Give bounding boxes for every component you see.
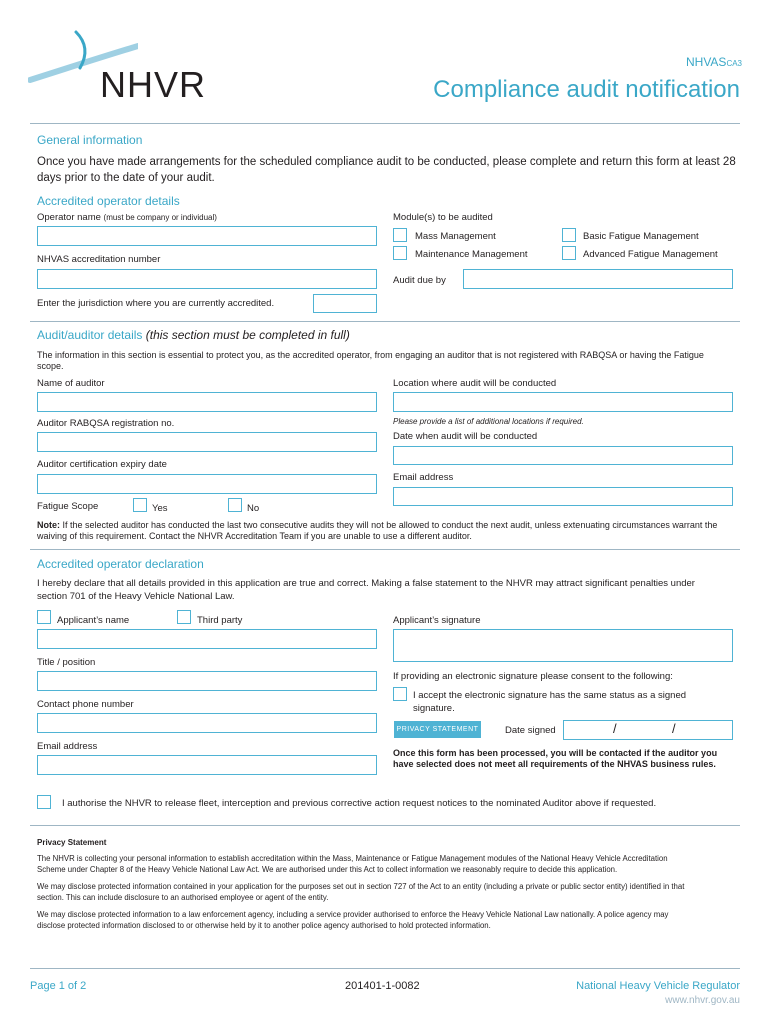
- operator-heading: Accredited operator details: [37, 194, 180, 208]
- jurisdiction-label: Enter the jurisdiction where you are currently accredited.: [37, 298, 275, 309]
- authorise-checkbox[interactable]: [37, 795, 51, 809]
- basic-fatigue-label: Basic Fatigue Management: [583, 231, 699, 242]
- logo-text: NHVR: [100, 64, 207, 105]
- applicant-name-label: Applicant’s name: [57, 615, 130, 626]
- privacy-paragraph-3: We may disclose protected information to a law enforcement agency, including a service provider authorised to enforce the Heavy Vehicle National Law nationally. A police agency may disclose protected information disclosed to or otherwise held by it to another police agency authorised to hold protected information.: [37, 910, 669, 930]
- authorise-label: I authorise the NHVR to release fleet, interception and previous corrective action request notices to the nominated Auditor above if requested.: [62, 798, 657, 809]
- audit-date-input[interactable]: [393, 446, 733, 465]
- modules-label: Module(s) to be audited: [393, 212, 493, 223]
- basic-fatigue-checkbox[interactable]: [562, 228, 576, 242]
- fatigue-no-label: No: [247, 503, 260, 514]
- declaration-heading: Accredited operator declaration: [37, 557, 204, 571]
- privacy-paragraph-1: The NHVR is collecting your personal information to establish accreditation within the Mass, Maintenance or Fatigue Management modules of the National Heavy Vehicle Accreditation Scheme under Chapter 8 of the Heavy Vehicle National Law Act. We are authorised under this Act to collect information we reasonably require to decide this application.: [37, 854, 668, 874]
- third-party-checkbox[interactable]: [177, 610, 191, 624]
- auditor-name-label: Name of auditor: [37, 378, 105, 389]
- audit-due-label: Audit due by: [393, 275, 446, 286]
- location-label: Location where audit will be conducted: [393, 378, 557, 389]
- auditor-heading: Audit/auditor details (this section must be completed in full): [37, 328, 350, 342]
- operator-name-label: Operator name (must be company or individual): [37, 212, 217, 223]
- privacy-statement-button[interactable]: PRIVACY STATEMENT: [394, 721, 481, 738]
- third-party-label: Third party: [197, 615, 243, 626]
- general-intro: Once you have made arrangements for the scheduled compliance audit to be conducted, please complete and return this form at least 28 days prior to the date of your audit.: [37, 156, 736, 184]
- advanced-fatigue-checkbox[interactable]: [562, 246, 576, 260]
- expiry-label: Auditor certification expiry date: [37, 459, 167, 470]
- processed-note: Once this form has been processed, you will be contacted if the auditor you have selected does not meet all requirements of the NHVAS business rules.: [393, 748, 718, 769]
- privacy-heading: Privacy Statement: [37, 838, 107, 847]
- applicant-name-input[interactable]: [37, 629, 377, 649]
- footer-org: National Heavy Vehicle Regulator: [576, 980, 740, 992]
- location-input[interactable]: [393, 392, 733, 412]
- audit-date-label: Date when audit will be conducted: [393, 431, 538, 442]
- audit-due-input[interactable]: [463, 269, 733, 289]
- title-position-label: Title / position: [37, 657, 96, 668]
- declaration-email-input[interactable]: [37, 755, 377, 775]
- advanced-fatigue-label: Advanced Fatigue Management: [583, 249, 718, 260]
- rabqsa-input[interactable]: [37, 432, 377, 452]
- date-separator-2: /: [672, 721, 676, 736]
- maintenance-management-checkbox[interactable]: [393, 246, 407, 260]
- auditor-note: Note: If the selected auditor has conducted the last two consecutive audits they will not be allowed to conduct the next audit, unless extenuating circumstances warrant the waiving of this requirement. Contact the NHVR Accreditation Team if you are unable to use a different auditor.: [37, 520, 718, 541]
- auditor-name-input[interactable]: [37, 392, 377, 412]
- esig-accept-checkbox[interactable]: [393, 687, 407, 701]
- privacy-statement: [37, 838, 697, 937]
- jurisdiction-input[interactable]: [313, 294, 377, 313]
- expiry-input[interactable]: [37, 474, 377, 494]
- operator-name-input[interactable]: [37, 226, 377, 246]
- esig-accept-label: I accept the electronic signature has the same status as a signed signature.: [413, 690, 687, 714]
- auditor-email-label: Email address: [393, 472, 454, 483]
- declaration-email-label: Email address: [37, 741, 98, 752]
- date-separator-1: /: [613, 721, 617, 736]
- title-position-input[interactable]: [37, 671, 377, 691]
- signature-label: Applicant’s signature: [393, 615, 481, 626]
- applicant-name-checkbox[interactable]: [37, 610, 51, 624]
- accreditation-input[interactable]: [37, 269, 377, 289]
- page-number: Page 1 of 2: [30, 980, 87, 992]
- contact-phone-input[interactable]: [37, 713, 377, 733]
- general-heading: General information: [37, 133, 143, 147]
- auditor-intro: The information in this section is essential to protect you, as the accredited operator, from engaging an auditor that is not registered with RABQSA or having the Fatigue scope.: [37, 350, 704, 371]
- fatigue-yes-label: Yes: [152, 503, 168, 514]
- date-signed-input[interactable]: [563, 720, 733, 740]
- rabqsa-label: Auditor RABQSA registration no.: [37, 418, 175, 429]
- fatigue-no-checkbox[interactable]: [228, 498, 242, 512]
- fatigue-scope-label: Fatigue Scope: [37, 501, 99, 512]
- form-number: 201401-1-0082: [345, 980, 420, 992]
- fatigue-yes-checkbox[interactable]: [133, 498, 147, 512]
- footer-url[interactable]: www.nhvr.gov.au: [665, 995, 740, 1006]
- contact-phone-label: Contact phone number: [37, 699, 134, 710]
- auditor-email-input[interactable]: [393, 487, 733, 506]
- declaration-text: I hereby declare that all details provided in this application are true and correct. Making a false statement to the NHVR may attract significant penalties under section 701 of the Heavy Vehicle National Law.: [37, 578, 695, 602]
- signature-input[interactable]: [393, 629, 733, 662]
- form-code: NHVASCA3: [685, 55, 742, 69]
- privacy-paragraph-2: We may disclose protected information contained in your application for the purposes set out in section 727 of the Act to an entity (including a private or public sector entity) identified in that section. This can include disclosure to an authorised employee or agent of the entity.: [37, 882, 685, 902]
- mass-management-checkbox[interactable]: [393, 228, 407, 242]
- nhvr-logo: [28, 28, 218, 103]
- esig-consent-label: If providing an electronic signature please consent to the following:: [393, 671, 673, 682]
- maintenance-management-label: Maintenance Management: [415, 249, 528, 260]
- accreditation-label: NHVAS accreditation number: [37, 254, 161, 265]
- mass-management-label: Mass Management: [415, 231, 496, 242]
- page-title: Compliance audit notification: [433, 76, 740, 103]
- date-signed-label: Date signed: [505, 725, 556, 736]
- locations-hint: Please provide a list of additional locations if required.: [393, 417, 584, 426]
